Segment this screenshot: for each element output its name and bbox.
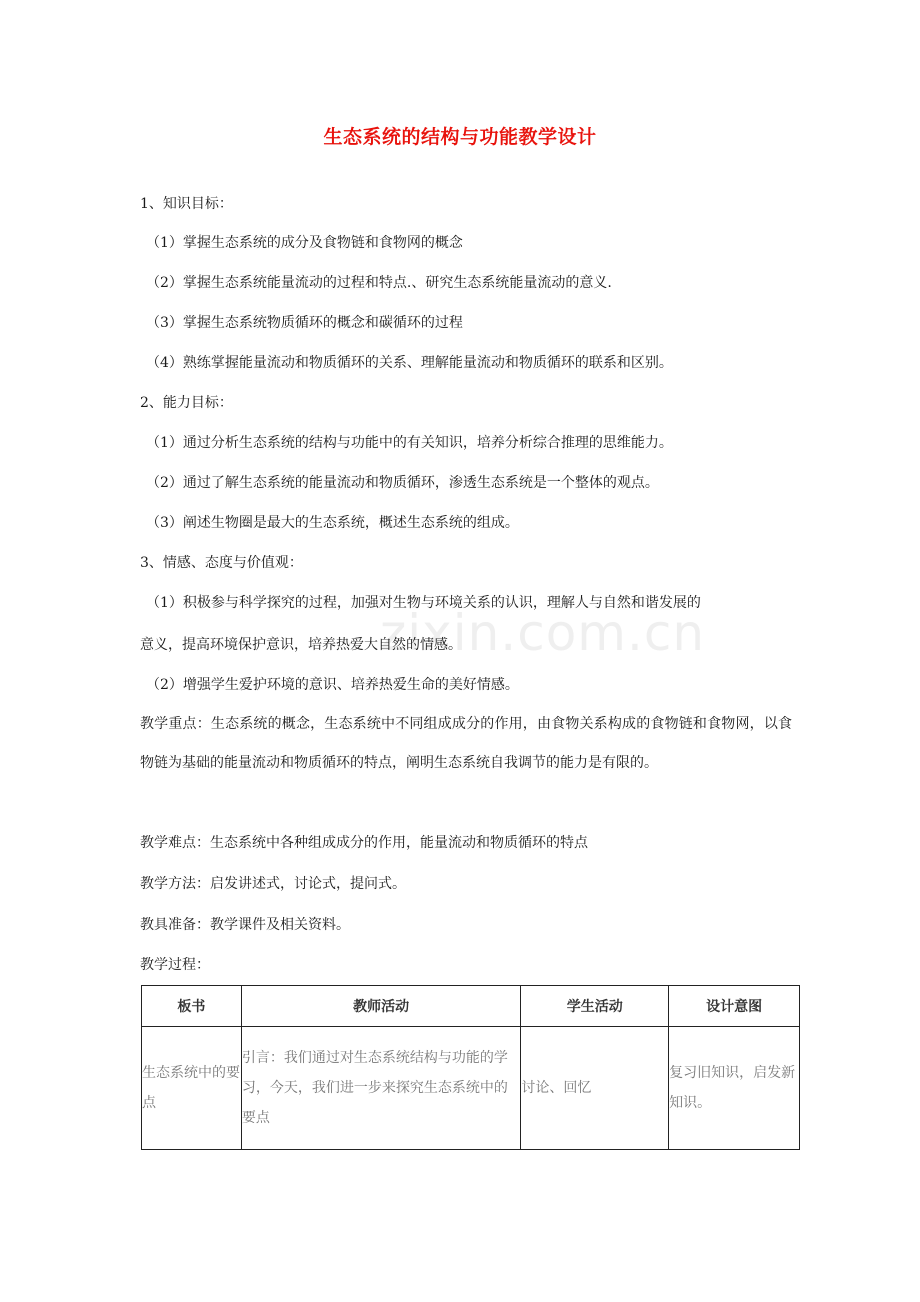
knowledge-heading: 1、知识目标： [140,196,233,212]
table-header-row [142,986,800,1027]
table-row [142,1027,800,1150]
knowledge-item-4: （4）熟练掌握能量流动和物质循环的关系、理解能量流动和物质循环的联系和区别。 [146,355,673,371]
knowledge-item-1: （1）掌握生态系统的成分及食物链和食物网的概念 [146,235,463,251]
ability-item-1: （1）通过分析生态系统的结构与功能中的有关知识，培养分析综合推理的思维能力。 [146,435,673,451]
header-design-intent: 设计意图 [669,986,800,1027]
emotion-heading: 3、情感、态度与价值观： [140,555,303,571]
header-student-activity: 学生活动 [521,986,669,1027]
key-points-paragraph: 教学重点：生态系统的概念，生态系统中不同组成成分的作用，由食物关系构成的食物链和食物网，以食物链为基础的能量流动和物质循环的特点，阐明生态系统自我调节的能力是有限的。 [140,716,792,771]
cell-design-intent: 复习旧知识，启发新知识。 [669,1027,800,1150]
header-teacher-activity: 教师活动 [241,986,521,1027]
method-line: 教学方法：启发讲述式，讨论式，提问式。 [140,876,406,892]
watermark: zixin.com.cn [380,604,706,662]
ability-heading: 2、能力目标： [140,395,233,411]
cell-student-activity: 讨论、回忆 [521,1027,669,1150]
emotion-item-2: （2）增强学生爱护环境的意识、培养热爱生命的美好情感。 [146,677,519,693]
materials-line: 教具准备：教学课件及相关资料。 [140,917,350,933]
ability-item-3: （3）阐述生物圈是最大的生态系统，概述生态系统的组成。 [146,515,519,531]
emotion-item-1-line-2: 意义，提高环境保护意识，培养热爱大自然的情感。 [140,637,462,653]
difficulty-line: 教学难点：生态系统中各种组成成分的作用，能量流动和物质循环的特点 [140,835,588,851]
cell-board: 生态系统中的要点 [142,1027,242,1150]
ability-item-2: （2）通过了解生态系统的能量流动和物质循环，渗透生态系统是一个整体的观点。 [146,475,659,491]
knowledge-item-3: （3）掌握生态系统物质循环的概念和碳循环的过程 [146,315,463,331]
page-title: 生态系统的结构与功能教学设计 [323,126,597,148]
cell-teacher-activity: 引言：我们通过对生态系统结构与功能的学习，今天，我们进一步来探究生态系统中的要点 [241,1027,521,1150]
process-label: 教学过程： [140,957,210,973]
teaching-process-table [141,985,800,1150]
emotion-item-1-line-1: （1）积极参与科学探究的过程，加强对生物与环境关系的认识，理解人与自然和谐发展的 [146,595,701,611]
header-board: 板书 [142,986,242,1027]
knowledge-item-2: （2）掌握生态系统能量流动的过程和特点.、研究生态系统能量流动的意义. [146,275,612,291]
